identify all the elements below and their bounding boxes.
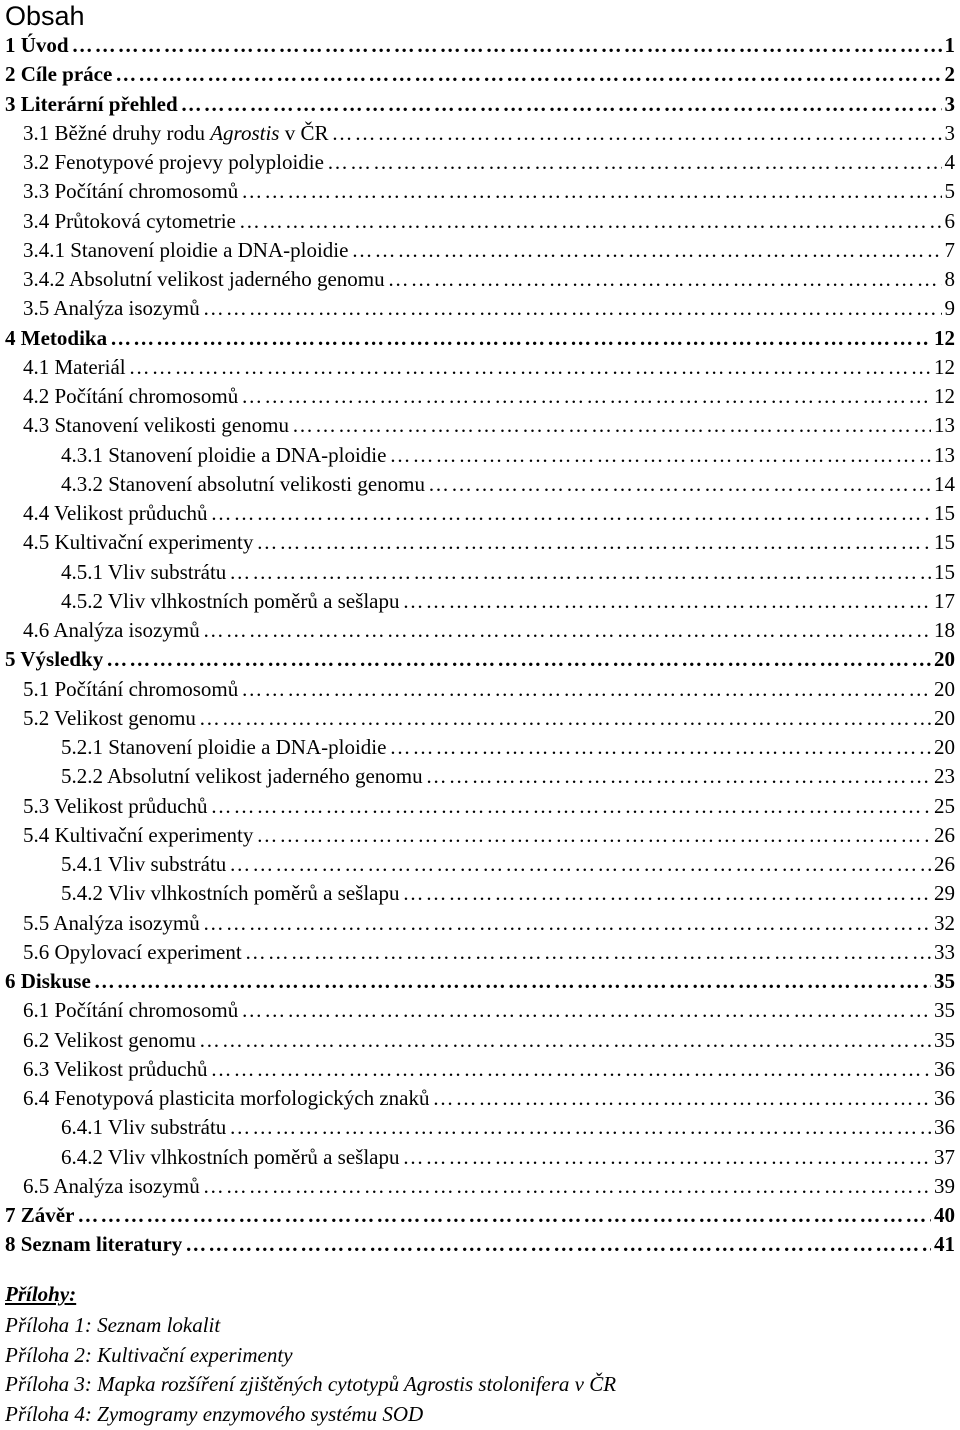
toc-page-number: 35	[934, 998, 955, 1023]
toc-page-number: 35	[934, 1027, 955, 1052]
toc-page-number: 33	[934, 939, 955, 964]
toc-entry-label: 6.5 Analýza isozymů	[23, 1173, 200, 1198]
toc-entry[interactable]	[5, 324, 955, 353]
toc-leader-dots	[403, 1143, 932, 1172]
toc-leader-dots	[199, 704, 931, 733]
toc-entry[interactable]	[61, 558, 955, 587]
toc-page-number: 6	[944, 208, 955, 233]
toc-entry[interactable]	[23, 1055, 955, 1084]
toc-entry-label: 4.4 Velikost průduchů	[23, 501, 208, 525]
toc-entry[interactable]	[61, 470, 955, 499]
toc-leader-dots	[94, 967, 931, 996]
toc-entry[interactable]	[23, 675, 955, 704]
toc-leader-dots	[203, 616, 931, 645]
toc-page-number: 20	[934, 735, 955, 759]
toc-entry-label: 7 Závěr	[5, 1203, 75, 1227]
toc-entry-label: 8 Seznam literatury	[5, 1232, 183, 1257]
toc-entry-label: 6.1 Počítání chromosomů	[23, 998, 239, 1023]
toc-leader-dots	[241, 996, 931, 1025]
toc-entry-label: 3.4 Průtoková cytometrie	[23, 208, 236, 233]
toc-entry-label: 3.3 Počítání chromosomů	[23, 179, 239, 204]
toc-page-number: 36	[934, 1056, 955, 1081]
toc-entry-label: 3.2 Fenotypové projevy polyploidie	[23, 150, 324, 174]
toc-entry-label: 5.4 Kultivační experimenty	[23, 822, 254, 847]
toc-entry-label: 3.5 Analýza isozymů	[23, 296, 200, 321]
toc-entry-label: 6.4.2 Vliv vlhkostních poměrů a sešlapu	[61, 1144, 400, 1169]
toc-leader-dots	[426, 762, 931, 791]
toc-entry[interactable]	[23, 119, 955, 148]
toc-entry[interactable]	[23, 499, 955, 528]
toc-page-number: 20	[934, 705, 955, 730]
toc-entry[interactable]	[5, 31, 955, 60]
toc-entry[interactable]	[61, 1143, 955, 1172]
toc-entry-label	[23, 119, 328, 148]
appendix-heading: Přílohy:	[5, 1282, 77, 1306]
toc-page-number: 35	[934, 969, 955, 993]
toc-entry-label: 4.6 Analýza isozymů	[23, 618, 200, 642]
toc-entry-label: 5.4.2 Vliv vlhkostních poměrů a sešlapu	[61, 881, 400, 906]
toc-leader-dots	[229, 1113, 931, 1142]
appendix-item: Příloha 2: Kultivační experimenty	[5, 1342, 293, 1367]
toc-page-number: 3	[944, 91, 955, 116]
toc-entry-label: 2 Cíle práce	[5, 62, 113, 87]
toc-entry-label-italic: Agrostis	[210, 120, 280, 145]
toc-entry[interactable]	[61, 733, 955, 762]
toc-entry-label: 6.3 Velikost průduchů	[23, 1056, 208, 1081]
toc-entry[interactable]	[5, 60, 955, 89]
toc-page-number: 37	[934, 1144, 955, 1169]
toc-entry-label: 4.5 Kultivační experimenty	[23, 530, 254, 555]
toc-leader-dots	[433, 1084, 932, 1113]
toc-page-number: 20	[934, 676, 955, 701]
toc-entry[interactable]	[5, 645, 955, 674]
toc-entry-label: 5.4.1 Vliv substrátu	[61, 852, 227, 876]
toc-leader-dots	[389, 733, 931, 762]
toc-leader-dots	[203, 1172, 931, 1201]
toc-entry-label: 5 Výsledky	[5, 647, 104, 672]
toc-entry[interactable]	[5, 1230, 955, 1259]
toc-leader-dots	[245, 938, 931, 967]
toc-entry-label: 3.4.1 Stanovení ploidie a DNA-ploidie	[23, 237, 349, 262]
toc-page-number: 40	[934, 1203, 955, 1227]
toc-entry-label: 5.6 Opylovací experiment	[23, 939, 242, 964]
toc-leader-dots	[403, 879, 932, 908]
toc-entry-label: 4.3.1 Stanovení ploidie a DNA-ploidie	[61, 442, 387, 467]
toc-leader-dots	[229, 850, 931, 879]
toc-entry[interactable]	[23, 353, 955, 382]
toc-entry[interactable]	[23, 382, 955, 411]
toc-leader-dots	[181, 90, 942, 119]
toc-page-number: 25	[934, 793, 955, 818]
toc-leader-dots	[211, 499, 931, 528]
toc-entry[interactable]	[5, 967, 955, 996]
toc-page-number: 20	[934, 647, 955, 672]
toc-leader-dots	[199, 1026, 931, 1055]
toc-page-number: 12	[934, 354, 955, 379]
toc-entry-label: 3.4.2 Absolutní velikost jaderného genomu	[23, 267, 385, 291]
appendix-item: Příloha 4: Zymogramy enzymového systému SOD	[5, 1401, 424, 1426]
toc-page-number: 18	[934, 618, 955, 642]
toc-entry-label: 6.4 Fenotypová plasticita morfologických znaků	[23, 1086, 430, 1110]
toc-leader-dots	[403, 587, 932, 616]
toc-page-number: 12	[934, 325, 955, 350]
toc-leader-dots	[229, 558, 931, 587]
toc-entry-label: 5.3 Velikost průduchů	[23, 793, 208, 818]
toc-entry-label: 3 Literární přehled	[5, 91, 178, 116]
toc-entry-label: 6.2 Velikost genomu	[23, 1027, 196, 1052]
toc-entry-label: 5.2 Velikost genomu	[23, 705, 196, 730]
toc-page-number: 39	[934, 1173, 955, 1198]
toc-entry[interactable]	[23, 996, 955, 1025]
toc-entry[interactable]	[23, 909, 955, 938]
appendix-item: Příloha 3: Mapka rozšíření zjištěných cytotypů Agrostis stolonifera v ČR	[5, 1372, 617, 1396]
toc-entry[interactable]	[23, 294, 955, 323]
toc-page-number: 3	[944, 120, 955, 145]
toc-entry[interactable]	[23, 792, 955, 821]
toc-page-number: 12	[934, 384, 955, 408]
toc-leader-dots	[389, 441, 931, 470]
toc-entry[interactable]	[5, 1201, 955, 1230]
toc-leader-dots	[256, 821, 931, 850]
toc-entry-label: 5.5 Analýza isozymů	[23, 910, 200, 935]
toc-page-number: 23	[934, 764, 955, 789]
toc-entry-label: 4.3.2 Stanovení absolutní velikosti genomu	[61, 471, 425, 496]
toc-page-number: 36	[934, 1115, 955, 1140]
toc-leader-dots	[331, 119, 941, 148]
toc-entry[interactable]	[23, 528, 955, 557]
toc-page-number: 7	[944, 237, 955, 262]
toc-entry[interactable]	[23, 616, 955, 645]
toc-leader-dots	[428, 470, 931, 499]
toc-entry-label: 5.2.2 Absolutní velikost jaderného genomu	[61, 764, 423, 789]
toc-entry-label: 5.1 Počítání chromosomů	[23, 676, 239, 701]
toc-page-number: 41	[934, 1232, 955, 1257]
toc-entry-label: 4.5.1 Vliv substrátu	[61, 559, 227, 584]
toc-entry-label: 4.5.2 Vliv vlhkostních poměrů a sešlapu	[61, 588, 400, 613]
toc-page-number: 15	[934, 501, 955, 525]
toc-entry-label: 1 Úvod	[5, 33, 69, 57]
toc-entry[interactable]	[23, 177, 955, 206]
toc-leader-dots	[106, 645, 931, 674]
toc-entry[interactable]	[23, 1172, 955, 1201]
toc-entry[interactable]	[61, 762, 955, 791]
toc-leader-dots	[211, 1055, 931, 1084]
toc-entry[interactable]	[23, 411, 955, 440]
toc-leader-dots	[203, 909, 931, 938]
toc-entry-label: 4.1 Materiál	[23, 354, 126, 379]
toc-leader-dots	[351, 236, 941, 265]
toc-entry[interactable]	[23, 1084, 955, 1113]
toc-page-number: 17	[934, 588, 955, 613]
toc-leader-dots	[110, 324, 931, 353]
toc-leader-dots	[241, 382, 931, 411]
toc-page-number: 26	[934, 822, 955, 847]
toc-page-number: 2	[944, 62, 955, 87]
toc-entry[interactable]	[61, 1113, 955, 1142]
toc-page-number: 13	[934, 413, 955, 438]
toc-page-number: 15	[934, 530, 955, 555]
toc-entry-label: 4.3 Stanovení velikosti genomu	[23, 413, 289, 438]
toc-page-number: 29	[934, 881, 955, 906]
toc-leader-dots	[77, 1201, 931, 1230]
toc-leader-dots	[241, 675, 931, 704]
toc-entry[interactable]	[61, 850, 955, 879]
toc-leader-dots	[327, 148, 942, 177]
toc-entry-label: 4.2 Počítání chromosomů	[23, 384, 239, 408]
toc-leader-dots	[115, 60, 941, 89]
toc-entry[interactable]	[23, 236, 955, 265]
appendix-item: Příloha 1: Seznam lokalit	[5, 1313, 221, 1337]
toc-page-number: 13	[934, 442, 955, 467]
toc-leader-dots	[185, 1230, 931, 1259]
toc-page-number: 4	[944, 150, 955, 174]
toc-entry[interactable]	[61, 587, 955, 616]
page-title: Obsah	[5, 1, 85, 31]
toc-leader-dots	[211, 792, 931, 821]
toc-entry[interactable]	[23, 938, 955, 967]
toc-entry[interactable]	[23, 704, 955, 733]
toc-leader-dots	[256, 528, 931, 557]
toc-page-number: 15	[934, 559, 955, 584]
toc-leader-dots	[388, 265, 942, 294]
toc-entry[interactable]	[23, 207, 955, 236]
toc-page-number: 14	[934, 471, 955, 496]
toc-page-number: 5	[944, 179, 955, 204]
toc-entry[interactable]	[23, 265, 955, 294]
toc-entry[interactable]	[61, 441, 955, 470]
toc-leader-dots	[241, 177, 941, 206]
toc-entry-label-part: 3.1 Běžné druhy rodu	[23, 120, 211, 145]
toc-entry-label: 5.2.1 Stanovení ploidie a DNA-ploidie	[61, 735, 387, 759]
toc-entry[interactable]	[5, 90, 955, 119]
toc-entry-label-part: v ČR	[279, 120, 329, 145]
toc-entry-label: 6 Diskuse	[5, 969, 91, 993]
toc-entry-label: 6.4.1 Vliv substrátu	[61, 1115, 227, 1140]
toc-entry-label: 4 Metodika	[5, 325, 108, 350]
toc-leader-dots	[129, 353, 931, 382]
toc-leader-dots	[203, 294, 942, 323]
toc-entry[interactable]	[61, 879, 955, 908]
toc-page-number: 32	[934, 910, 955, 935]
toc-entry[interactable]	[23, 148, 955, 177]
toc-page-number: 1	[944, 33, 955, 57]
toc-leader-dots	[292, 411, 931, 440]
toc-page-number: 9	[944, 296, 955, 321]
toc-leader-dots	[239, 207, 942, 236]
toc-leader-dots	[72, 31, 942, 60]
toc-entry[interactable]	[23, 821, 955, 850]
toc-page-number: 36	[934, 1086, 955, 1110]
toc-page-number: 8	[944, 267, 955, 291]
toc-entry[interactable]	[23, 1026, 955, 1055]
toc-page-number: 26	[934, 852, 955, 876]
